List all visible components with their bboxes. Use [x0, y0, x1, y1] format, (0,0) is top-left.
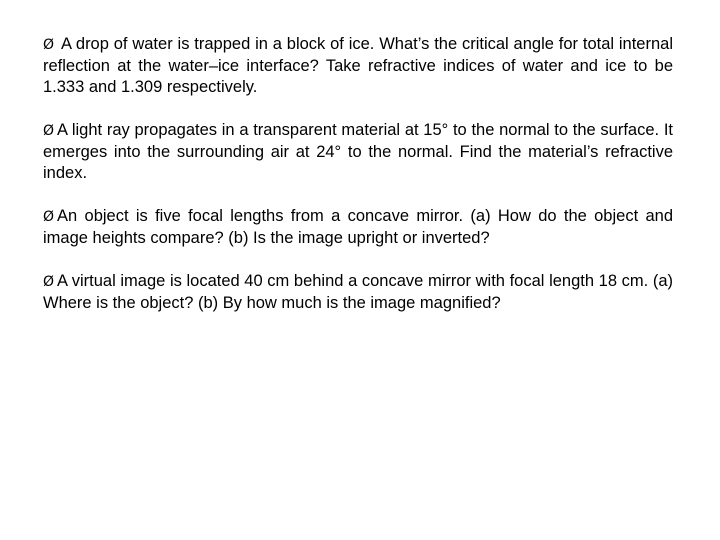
question-text: An object is five focal lengths from a concave mirror. (a) How do the object and image heights compare? (b) Is the image upright or inverted?	[43, 207, 673, 247]
question-item	[43, 271, 673, 314]
arrow-bullet-icon: Ø	[43, 209, 55, 225]
arrow-bullet-icon: Ø	[43, 274, 55, 290]
arrow-bullet-icon: Ø	[43, 123, 55, 139]
question-list	[43, 34, 673, 336]
question-text: A virtual image is located 40 cm behind a concave mirror with focal length 18 cm. (a) Where is the object? (b) By how much is the image magnified?	[43, 272, 673, 312]
question-item	[43, 120, 673, 184]
question-text: A drop of water is trapped in a block of ice. What’s the critical angle for total internal reflection at the water–ice interface? Take refractive indices of water and ice to be 1.333 and 1.309 respectively.	[43, 35, 673, 96]
question-item	[43, 206, 673, 249]
arrow-bullet-icon: Ø	[43, 37, 55, 53]
question-text: A light ray propagates in a transparent material at 15° to the normal to the surface. It emerges into the surrounding air at 24° to the normal. Find the material’s refractive index.	[43, 121, 673, 182]
question-item	[43, 34, 673, 98]
